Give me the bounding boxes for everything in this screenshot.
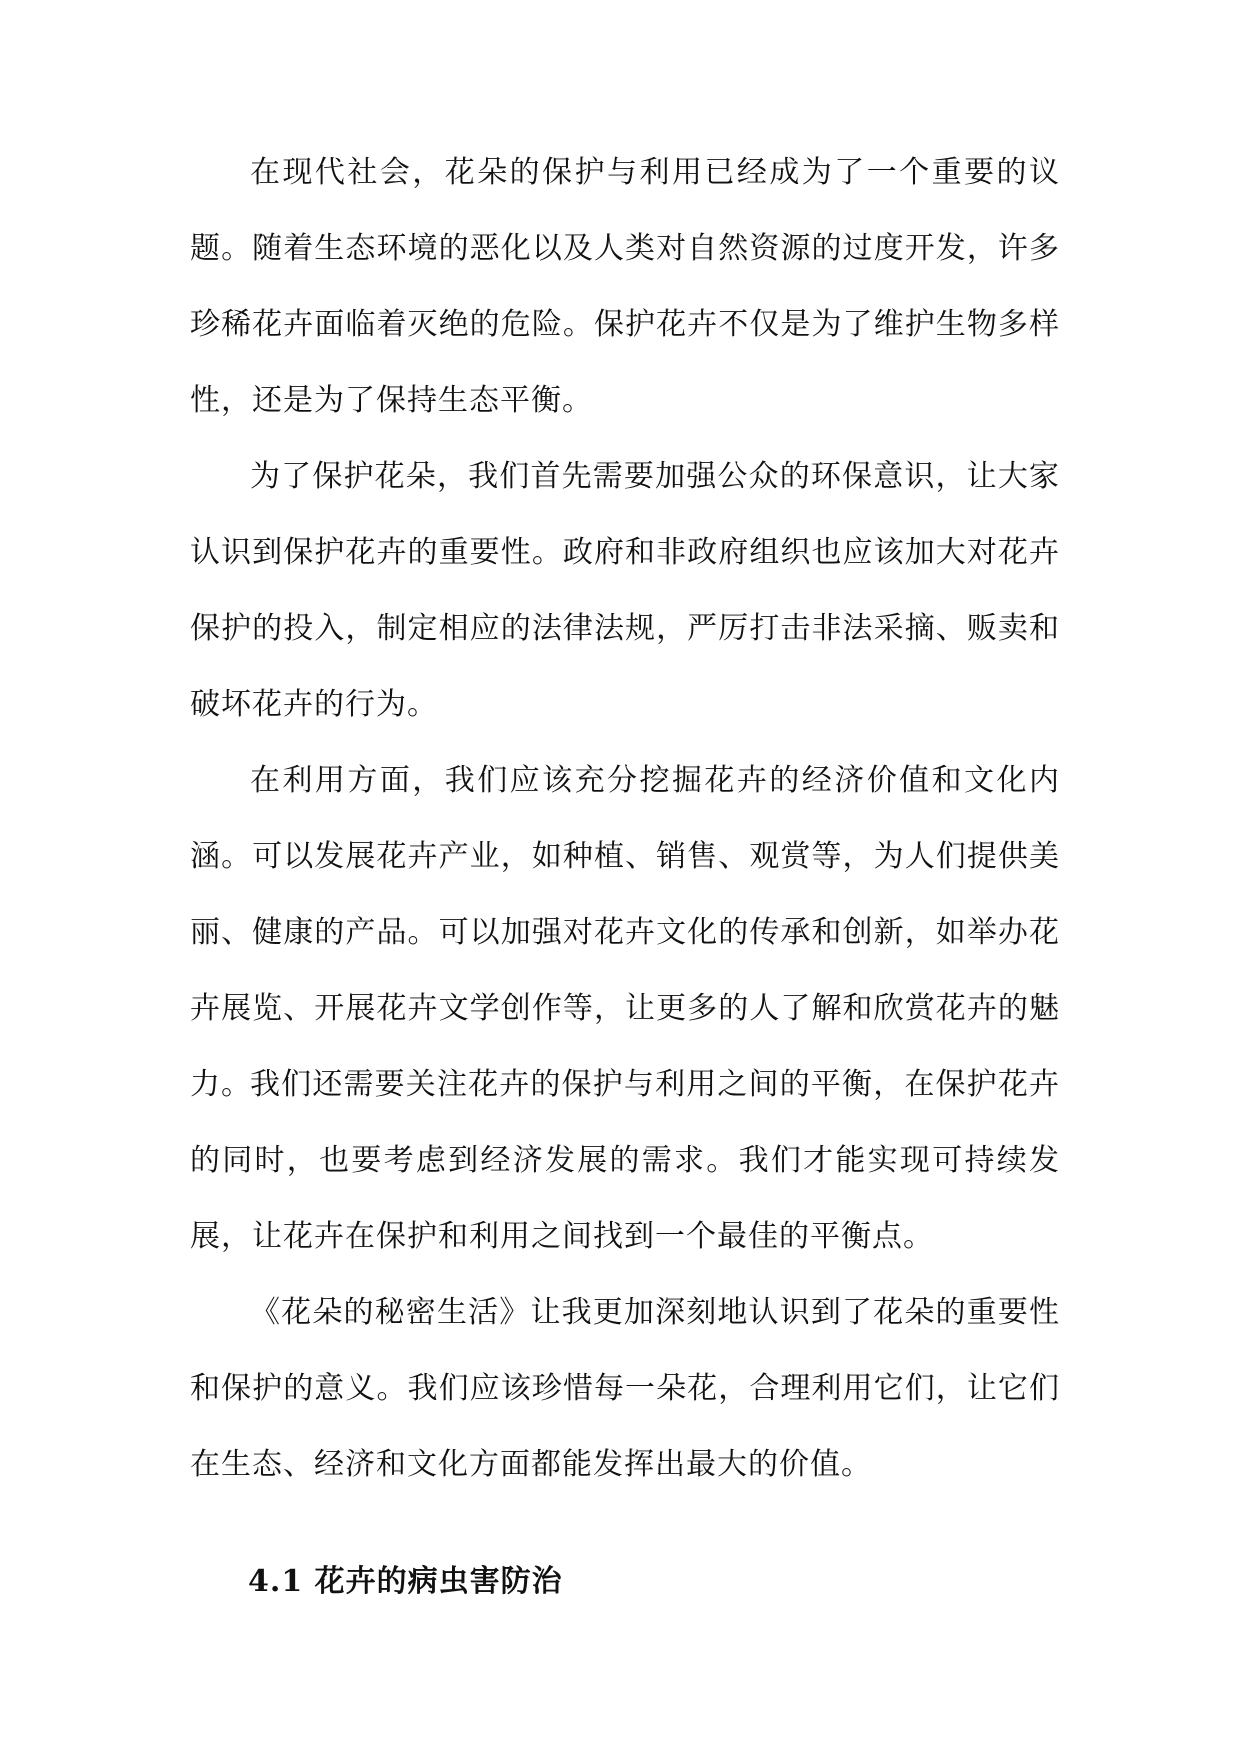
paragraph-conclusion: 《花朵的秘密生活》让我更加深刻地认识到了花朵的重要性和保护的意义。我们应该珍惜每一朵花，合理利用它们，让它们在生态、经济和文化方面都能发挥出最大的价值。 (190, 1295, 1060, 1482)
paragraph-flower-protection-intro: 在现代社会，花朵的保护与利用已经成为了一个重要的议题。随着生态环境的恶化以及人类对自然资源的过度开发，许多珍稀花卉面临着灭绝的危险。保护花卉不仅是为了维护生物多样性，还是为了保持生态平衡。 (190, 155, 1060, 418)
paragraph-protection-measures: 为了保护花朵，我们首先需要加强公众的环保意识，让大家认识到保护花卉的重要性。政府和非政府组织也应该加大对花卉保护的投入，制定相应的法律法规，严厉打击非法采摘、贩卖和破坏花卉的行为。 (190, 459, 1060, 722)
paragraph-balance: 我们还需要关注花卉的保护与利用之间的平衡，在保护花卉的同时，也要考虑到经济发展的需求。我们才能实现可持续发展，让花卉在保护和利用之间找到一个最佳的平衡点。 (190, 1067, 1060, 1254)
paragraph-utilization: 在利用方面，我们应该充分挖掘花卉的经济价值和文化内涵。可以发展花卉产业，如种植、销售、观赏等，为人们提供美丽、健康的产品。可以加强对花卉文化的传承和创新，如举办花卉展览、开展花卉文学创作等，让更多的人了解和欣赏花卉的魅力。 (190, 763, 1060, 1102)
section-heading: 4.1 花卉的病虫害防治 (248, 1564, 563, 1599)
